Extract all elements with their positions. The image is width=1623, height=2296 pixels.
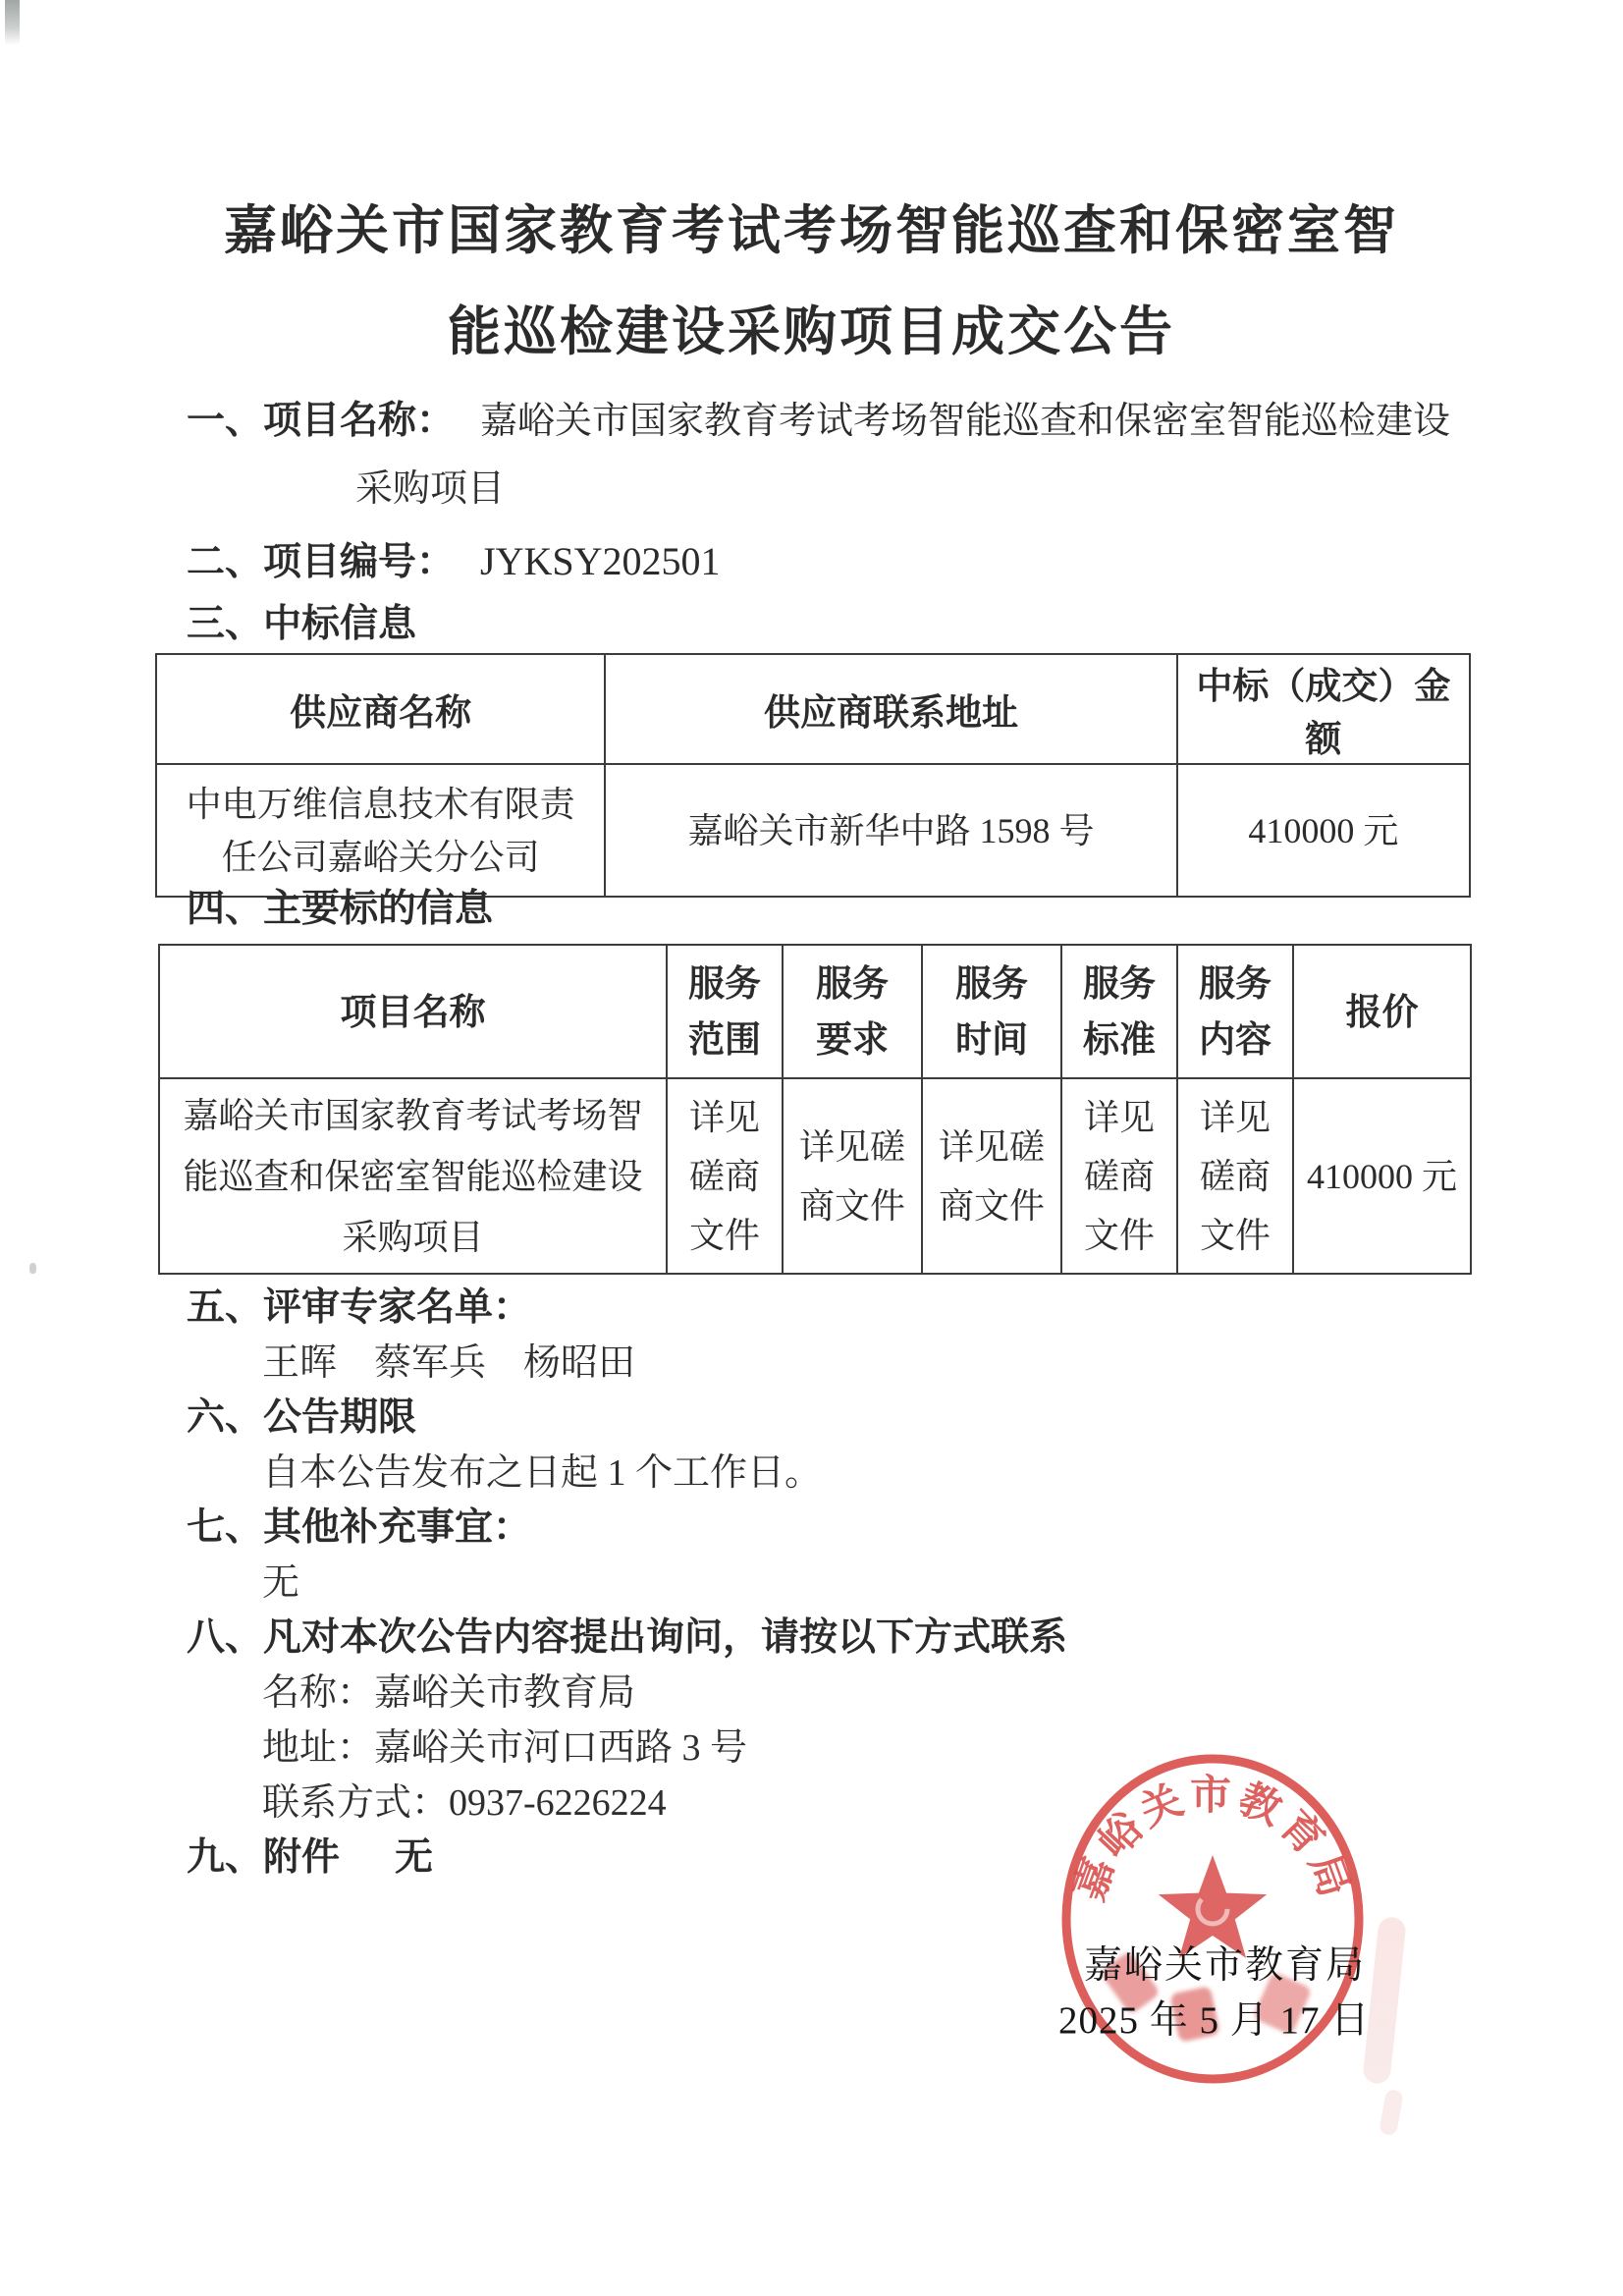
section-label: 公告期限 (263, 1396, 417, 1439)
section-number: 八、 (187, 1616, 264, 1659)
subject-cell-name: 嘉峪关市国家教育考试考场智能巡查和保密室智能巡检建设采购项目 (159, 1078, 667, 1274)
subject-cell-scope: 详见磋商文件 (667, 1078, 783, 1274)
section-number: 五、 (187, 1286, 264, 1329)
section-experts (187, 1285, 531, 1332)
subject-header-standard: 服务标准 (1061, 945, 1177, 1078)
subject-header-content: 服务内容 (1177, 945, 1293, 1078)
award-header-supplier: 供应商名称 (156, 654, 605, 764)
subject-cell-price: 410000 元 (1293, 1078, 1471, 1274)
announcement-period-text: 自本公告发布之日起 1 个工作日。 (262, 1452, 823, 1494)
section-label: 中标信息 (263, 603, 417, 645)
section-number: 七、 (187, 1506, 264, 1549)
award-header-address: 供应商联系地址 (605, 654, 1176, 764)
seal-arc-text: 嘉峪关市教育局 (1067, 1773, 1358, 1907)
award-table (155, 653, 1471, 898)
section-label: 主要标的信息 (263, 888, 494, 930)
subject-cell-standard: 详见磋商文件 (1061, 1078, 1177, 1274)
subject-table-row (159, 1078, 1471, 1274)
experts-names: 王晖 蔡军兵 杨昭田 (262, 1342, 636, 1384)
award-table-row (156, 764, 1470, 897)
subject-header-name: 项目名称 (159, 945, 667, 1078)
subject-table-header-row (159, 945, 1471, 1078)
section-subject-info (187, 886, 493, 933)
section-contact (187, 1614, 1067, 1662)
section-label: 评审专家名单： (263, 1286, 532, 1329)
section-project-number (187, 538, 721, 586)
project-name-value-cont: 采购项目 (355, 468, 506, 510)
award-cell-address: 嘉峪关市新华中路 1598 号 (605, 764, 1176, 897)
section-number: 六、 (187, 1396, 264, 1439)
subject-cell-content: 详见磋商文件 (1177, 1078, 1293, 1274)
section-number: 一、 (187, 400, 264, 442)
contact-phone-line: 联系方式：0937-6226224 (262, 1782, 667, 1824)
page-title (0, 181, 1623, 383)
subject-cell-requirement: 详见磋商文件 (783, 1078, 922, 1274)
subject-header-scope: 服务范围 (667, 945, 783, 1078)
section-number: 三、 (187, 603, 264, 645)
signature-org: 嘉峪关市教育局 (1084, 1944, 1367, 1987)
award-cell-supplier: 中电万维信息技术有限责任公司嘉峪关分公司 (156, 764, 605, 897)
project-number-value: JYKSY202501 (480, 539, 721, 583)
other-matters-text: 无 (262, 1562, 300, 1604)
section-label: 其他补充事宜： (263, 1506, 532, 1549)
section-number: 九、 (187, 1836, 264, 1879)
subject-header-price: 报价 (1293, 945, 1471, 1078)
section-announcement-period (187, 1394, 416, 1442)
scan-corner-smudge (5, 0, 20, 45)
seal-graphic (1029, 1736, 1402, 2109)
subject-cell-time: 详见磋商文件 (922, 1078, 1061, 1274)
section-number: 二、 (187, 541, 264, 583)
section-other-matters (187, 1504, 531, 1552)
contact-name-line: 名称：嘉峪关市教育局 (262, 1672, 636, 1714)
page-title-line2: 能巡检建设采购项目成交公告 (448, 302, 1175, 361)
section-attachment (187, 1834, 433, 1882)
page-title-line1: 嘉峪关市国家教育考试考场智能巡查和保密室智 (224, 201, 1399, 260)
subject-header-time: 服务时间 (922, 945, 1061, 1078)
subject-table (158, 944, 1472, 1275)
section-project-name (187, 398, 1450, 445)
official-seal (1029, 1736, 1402, 2109)
award-cell-amount: 410000 元 (1177, 764, 1470, 897)
subject-header-requirement: 服务要求 (783, 945, 922, 1078)
award-table-header-row (156, 654, 1470, 764)
section-number: 四、 (187, 888, 264, 930)
award-header-amount: 中标（成交）金额 (1177, 654, 1470, 764)
contact-address-line: 地址：嘉峪关市河口西路 3 号 (262, 1727, 748, 1769)
project-name-value: 嘉峪关市国家教育考试考场智能巡查和保密室智能巡检建设 (480, 401, 1451, 442)
section-label: 附件 (263, 1836, 341, 1879)
attachment-value: 无 (395, 1836, 434, 1879)
signature-date: 2025 年 5 月 17 日 (1058, 1999, 1371, 2042)
section-award-info (187, 601, 416, 648)
section-label: 项目名称： (263, 400, 456, 442)
scan-speck (29, 1263, 36, 1274)
section-label: 项目编号： (263, 541, 456, 583)
section-label: 凡对本次公告内容提出询问，请按以下方式联系 (263, 1616, 1068, 1659)
